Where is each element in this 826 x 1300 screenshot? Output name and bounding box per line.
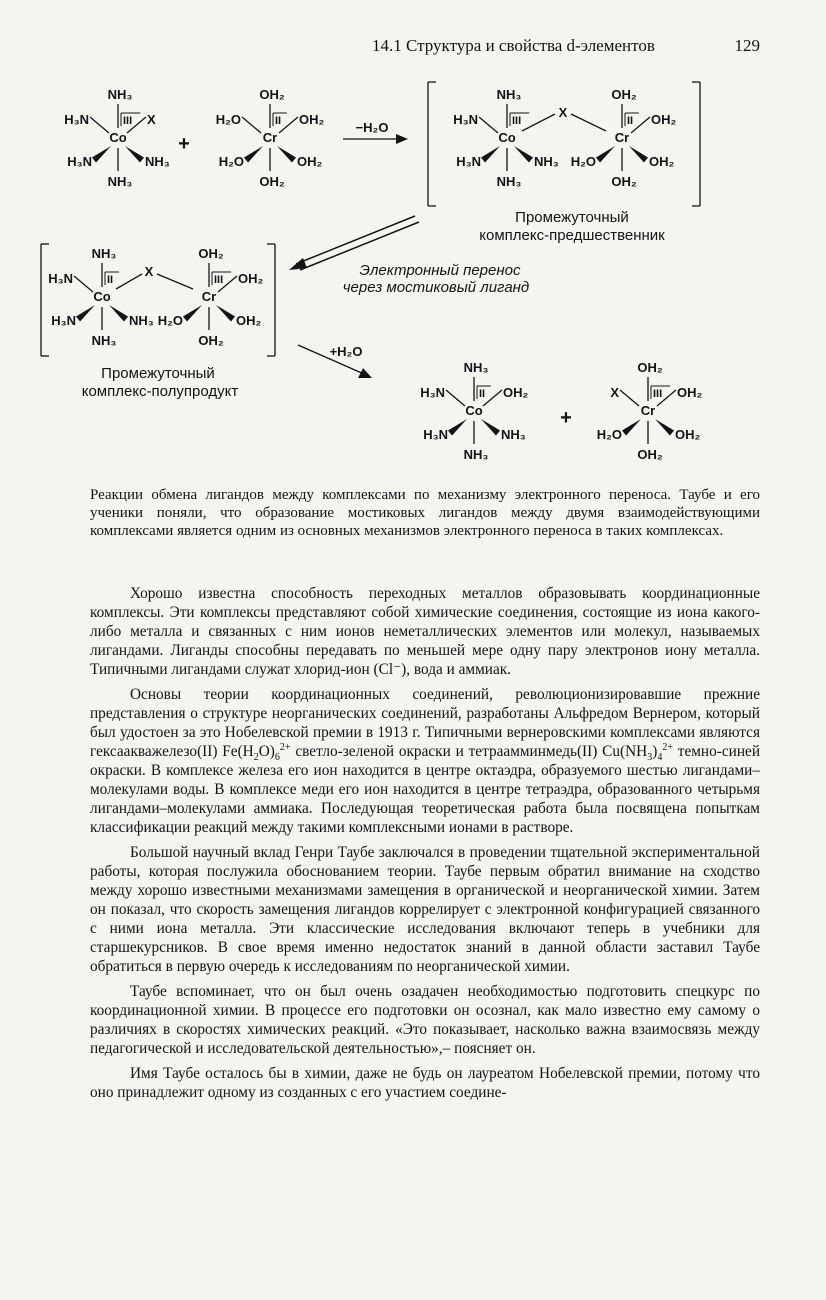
oxidation-state-label: III: [512, 115, 522, 127]
bond-upper-left: [90, 117, 109, 133]
ligand-upper-right: OH₂: [238, 271, 264, 286]
oxidation-state-label: III: [123, 115, 133, 127]
bond-upper-left: [479, 117, 498, 133]
ligand-upper-left: H₃N: [48, 271, 73, 286]
minus-water-label: −H₂O: [355, 120, 389, 135]
successor-cobalt-center: [48, 246, 154, 348]
ligand-lower-left: H₃N: [67, 154, 92, 169]
oxidation-state: [625, 113, 639, 127]
paragraph-5: Имя Таубе осталось бы в химии, даже не будь он лауреатом Нобелевской премии, потому что оно принадлежит одному из созданных с его участием соедине-: [90, 1065, 760, 1101]
ligand-lower-left: H₂O: [157, 313, 183, 328]
ligand-upper-left: H₃N: [64, 112, 89, 127]
ligand-lower-right: OH₂: [649, 154, 675, 169]
oxidation-state-label: III: [214, 274, 224, 286]
ligand-upper-right: OH₂: [503, 385, 529, 400]
metal-atom: Co: [109, 130, 127, 145]
metal-atom: Cr: [614, 130, 630, 145]
wedge-bond-lower-right: [277, 146, 296, 162]
figure-caption: Реакции обмена лигандов между комплексами по механизму электронного переноса. Таубе и его ученики поняли, что образование мостиковых лигандов между двумя взаимодействующими комплексами является одним из основных механизмов электронного переноса в таких комплексах.: [90, 487, 760, 539]
precursor-cobalt-center: [453, 87, 559, 189]
ligand-upper-left: X: [610, 385, 619, 400]
ligand-top: NH₃: [107, 87, 133, 102]
paragraph-2-text-c: светло-зеленой окраски и тетраамминмедь(II) Cu(NH: [290, 743, 648, 760]
bond-upper-right: [279, 117, 298, 133]
wedge-bond-lower-right: [125, 146, 144, 162]
precursor-chromium-center: [571, 87, 677, 189]
wedge-bond-lower-left: [92, 146, 111, 162]
metal-atom: Co: [93, 289, 111, 304]
oxidation-state-label: II: [627, 115, 634, 127]
paragraph-1: Хорошо известна способность переходных металлов образовывать координационные комплексы. Эти комплексы представляют собой химические соединения, состоящие из иона какого-либо металла и связанных с ним ионов неметаллических элементов или молекул, называемых лигандами. Лиганды способны передавать по меньшей мере одну пару электронов иону металла. Типичными лигандами служат хлорид-ион (Cl⁻), вода и аммиак.: [90, 585, 760, 678]
precursor-bracket: [428, 82, 700, 206]
ligand-upper-left: H₂O: [215, 112, 241, 127]
transfer-arrowhead: [289, 258, 307, 270]
plus-sign: +: [178, 133, 190, 155]
precursor-label-line1: Промежуточный: [515, 209, 629, 226]
ligand-top: NH₃: [463, 360, 489, 375]
paragraph-2-text-e: темно-синей окраски. В комплексе железа его ион находится в центре октаэдра, образуемого шестью лигандами–молекулами воды. В комплексе меди его ион находится в центре тетраэдра, образованного четырьмя лигандами–молекулами аммиака. Последующая теоретическая работа была посвящена попыткам классификации реакций между такими комплексными ионами в растворе.: [90, 743, 761, 836]
ligand-upper-left: H₃N: [420, 385, 445, 400]
ligand-top: NH₃: [91, 246, 117, 261]
reaction-arrowhead: [396, 134, 408, 144]
ligand-bottom: NH₃: [107, 174, 133, 189]
ligand-lower-left: H₂O: [596, 427, 622, 442]
ligand-lower-left: H₂O: [218, 154, 244, 169]
wedge-bond-lower-left: [76, 305, 95, 321]
metal-atom: Cr: [262, 130, 278, 145]
ligand-upper-right: OH₂: [651, 112, 677, 127]
ligand-bottom: NH₃: [463, 447, 489, 462]
oxidation-state: [273, 113, 287, 127]
bond-upper-right: [483, 390, 502, 406]
chromium-reactant-complex: [216, 87, 325, 189]
wedge-bond-lower-right: [629, 146, 648, 162]
article-body: [90, 584, 760, 1108]
bond-upper-left: [74, 276, 93, 292]
bridge-bond-left: [522, 114, 555, 131]
successor-bracket: [41, 244, 275, 356]
ligand-lower-right: NH₃: [145, 154, 170, 169]
metal-atom: Co: [465, 403, 483, 418]
ligand-bottom: OH₂: [637, 447, 663, 462]
metal-atom: Co: [498, 130, 516, 145]
bridging-ligand: X: [558, 105, 568, 120]
formula-superscript: 2+: [279, 741, 291, 753]
ligand-lower-right: OH₂: [236, 313, 262, 328]
paragraph-2-text-a: Основы теории координационных соединений, революционизировавшие прежние представления о структуре неорганических соединений, разработаны Альфредом Вернером, который был удостоен за это Нобелевской премии в 1913 г. Типичными вернеровскими комплексами являются гексаакважелезо(II) Fe(H: [90, 686, 760, 760]
ligand-lower-left: H₃N: [456, 154, 481, 169]
wedge-bond-lower-right: [481, 419, 500, 435]
ligand-bottom: OH₂: [198, 333, 224, 348]
ligand-bottom: NH₃: [91, 333, 117, 348]
oxidation-state: [510, 113, 529, 127]
wedge-bond-lower-left: [596, 146, 615, 162]
page-number: 129: [734, 36, 760, 55]
paragraph-2-text-b: O): [258, 743, 275, 760]
plus-sign: +: [560, 407, 572, 429]
cobalt-product-complex: [420, 360, 528, 462]
ligand-bottom: NH₃: [496, 174, 522, 189]
oxidation-state-label: II: [275, 115, 282, 127]
ligand-top: OH₂: [259, 87, 285, 102]
wedge-bond-lower-right: [216, 305, 235, 321]
successor-chromium-center: [158, 246, 264, 348]
paragraph-2: [90, 685, 760, 837]
paragraph-2-text-d: ): [652, 743, 658, 760]
wedge-bond-lower-left: [183, 305, 202, 321]
metal-atom: Cr: [640, 403, 656, 418]
wedge-bond-lower-right: [655, 419, 674, 435]
formula-subscript: 6: [274, 752, 280, 764]
ligand-lower-right: NH₃: [534, 154, 559, 169]
formula-subscript: 2: [253, 752, 259, 764]
wedge-bond-lower-left: [481, 146, 500, 162]
bridge-bond-right: [571, 114, 606, 131]
bridge-bond-left: [116, 274, 142, 289]
bond-upper-left: [620, 390, 639, 406]
ligand-lower-right: NH₃: [501, 427, 526, 442]
ligand-lower-right: OH₂: [297, 154, 323, 169]
bridge-bond-right: [157, 274, 193, 289]
bond-upper-left: [242, 117, 261, 133]
metal-atom: Cr: [201, 289, 217, 304]
ligand-lower-right: NH₃: [129, 313, 154, 328]
bond-upper-left: [446, 390, 465, 406]
section-title: 14.1 Структура и свойства d-элементов: [372, 36, 655, 55]
wedge-bond-lower-left: [448, 419, 467, 435]
reaction-scheme-content: [41, 82, 703, 462]
formula-subscript: 4: [657, 752, 663, 764]
formula-superscript: 2+: [662, 741, 673, 753]
plus-water-label: +H₂O: [329, 344, 363, 359]
wedge-bond-lower-right: [514, 146, 533, 162]
oxidation-state: [477, 386, 491, 400]
bridging-ligand: X: [144, 264, 154, 279]
wedge-bond-lower-left: [622, 419, 641, 435]
wedge-bond-lower-right: [109, 305, 128, 321]
ligand-bottom: OH₂: [611, 174, 637, 189]
reaction-scheme: [0, 0, 826, 480]
ligand-upper-left: H₃N: [453, 112, 478, 127]
oxidation-state: [105, 272, 119, 286]
ligand-upper-right: OH₂: [677, 385, 703, 400]
ligand-lower-left: H₃N: [423, 427, 448, 442]
ligand-top: NH₃: [496, 87, 522, 102]
chromium-product-complex: [597, 360, 703, 462]
transfer-label-line1: Электронный перенос: [359, 262, 521, 279]
successor-label-line1: Промежуточный: [101, 365, 215, 382]
oxidation-state-label: III: [653, 388, 663, 400]
bond-upper-right: [631, 117, 650, 133]
ligand-top: OH₂: [198, 246, 224, 261]
wedge-bond-lower-left: [244, 146, 263, 162]
ligand-lower-left: H₃N: [51, 313, 76, 328]
ligand-lower-right: OH₂: [675, 427, 701, 442]
oxidation-state-label: II: [107, 274, 114, 286]
transfer-label-line2: через мостиковый лиганд: [342, 279, 530, 296]
cobalt-reactant-complex: [64, 87, 170, 189]
oxidation-state-label: II: [479, 388, 486, 400]
ligand-upper-right: X: [147, 112, 156, 127]
ligand-upper-right: OH₂: [299, 112, 325, 127]
ligand-bottom: OH₂: [259, 174, 285, 189]
successor-label-line2: комплекс-полупродукт: [81, 383, 239, 400]
ligand-lower-left: H₂O: [570, 154, 596, 169]
paragraph-4: Таубе вспоминает, что он был очень озадачен необходимостью подготовить спецкурс по координационной химии. В процессе его подготовки он осознал, как мало известно ему самому о различиях в скоростях химических реакций. «Это показывает, насколько важна взаимосвязь между педагогической и исследовательской деятельностью»,– поясняет он.: [90, 983, 760, 1057]
precursor-label-line2: комплекс-предшественник: [479, 227, 665, 244]
paragraph-3: Большой научный вклад Генри Таубе заключался в проведении тщательной экспериментальной работы, которая послужила обоснованием теории. Таубе первым обратил внимание на сходство между хорошо известными механизмами замещения в органической и неорганической химии. Затем он показал, что скорость замещения лигандов коррелирует с электронной конфигурацией связанного с ними иона металла. Эти классические исследования включают теперь в учебники для старшекурсников. В свое время именно недостаток знаний в данной области заставил Таубе обратиться в первую очередь к исследованиям по неорганической химии.: [90, 844, 760, 975]
products-arrowhead: [358, 368, 372, 378]
formula-subscript: 3: [647, 752, 653, 764]
ligand-top: OH₂: [637, 360, 663, 375]
ligand-top: OH₂: [611, 87, 637, 102]
transfer-arrow-line1: [296, 216, 415, 264]
